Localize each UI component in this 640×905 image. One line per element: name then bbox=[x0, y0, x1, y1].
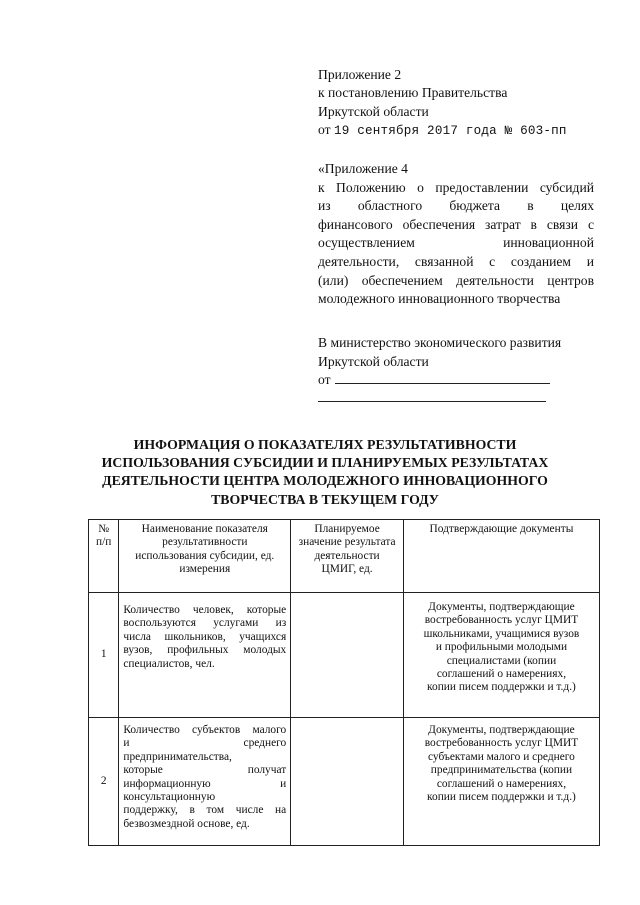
appendix-region: Иркутской области bbox=[318, 103, 429, 119]
row-docs-line: школьниками, учащимися вузов bbox=[423, 627, 580, 640]
header-plan bbox=[291, 520, 404, 593]
row-docs-line: востребованность услуг ЦМИТ bbox=[424, 614, 579, 627]
appendix-date-prefix: от bbox=[318, 122, 331, 138]
row-name-line: Количество человек, которые bbox=[123, 604, 287, 616]
row-name-line: и среднего bbox=[123, 737, 287, 750]
row-docs-line: востребованность услуг ЦМИТ bbox=[424, 737, 579, 750]
header-name-line: Наименование показателя bbox=[141, 523, 268, 535]
row-name-line: которые получат bbox=[123, 764, 287, 777]
row-name-line: вузов, профильных молодых bbox=[123, 644, 287, 657]
row-docs-line: Документы, подтверждающие bbox=[428, 724, 575, 736]
appendix4-line: молодежного инновационного творчества bbox=[318, 291, 561, 307]
header-name-line: использования субсидии, ед. bbox=[135, 549, 275, 562]
row-name-line: консультационную bbox=[123, 791, 216, 804]
appendix4-block bbox=[318, 160, 594, 309]
document-heading bbox=[60, 436, 590, 509]
row-name-line: предпринимательства, bbox=[123, 750, 232, 763]
row-docs-line: соглашений о намерениях, bbox=[436, 777, 567, 790]
header-name bbox=[119, 520, 291, 593]
row-plan bbox=[291, 718, 404, 846]
recipient-ministry: В министерство экономического развития bbox=[318, 335, 562, 350]
row-name bbox=[119, 593, 291, 718]
header-name-line: измерения bbox=[179, 563, 231, 576]
row-name-line: воспользуются услугами из bbox=[123, 617, 287, 630]
appendix-date bbox=[318, 121, 594, 140]
appendix-title: Приложение 2 bbox=[318, 67, 402, 82]
recipient-from-label: от bbox=[318, 372, 331, 388]
row-plan bbox=[291, 593, 404, 718]
row-docs-line: и профильными молодыми bbox=[435, 641, 568, 654]
row-name bbox=[119, 718, 291, 846]
row-docs-line: специалистами (копии bbox=[446, 654, 557, 667]
row-docs-line: предпринимательства (копии bbox=[430, 764, 573, 777]
table-row bbox=[89, 593, 600, 718]
table-row bbox=[89, 718, 600, 846]
indicators-table bbox=[88, 519, 600, 846]
header-num-line: п/п bbox=[96, 536, 112, 549]
row-docs-line: соглашений о намерениях, bbox=[436, 668, 567, 681]
header-plan-line: значение результата bbox=[298, 536, 396, 549]
heading-line: ИНФОРМАЦИЯ О ПОКАЗАТЕЛЯХ РЕЗУЛЬТАТИВНОСТИ bbox=[133, 437, 517, 452]
appendix4-line: осуществлением инновационной bbox=[318, 235, 594, 251]
row-name-line: информационную и bbox=[123, 777, 287, 790]
recipient-region: Иркутской области bbox=[318, 353, 429, 369]
row-docs-line: копии писем поддержки и т.д.) bbox=[427, 791, 576, 804]
appendix-date-value: 19 сентября 2017 года № 603-пп bbox=[333, 124, 567, 139]
row-docs-line: Документы, подтверждающие bbox=[428, 601, 575, 613]
header-name-line: результативности bbox=[162, 536, 248, 549]
row-docs-line: субъектами малого и среднего bbox=[428, 750, 575, 763]
header-num-line: № bbox=[98, 523, 110, 535]
row-name-line: числа школьников, учащихся bbox=[123, 630, 287, 643]
appendix-header bbox=[318, 66, 594, 141]
appendix4-line: из областного бюджета в целях bbox=[318, 198, 594, 214]
row-num: 2 bbox=[89, 718, 119, 846]
row-name-line: специалистов, чел. bbox=[123, 657, 215, 670]
appendix4-line: «Приложение 4 bbox=[318, 161, 408, 176]
row-docs-line: копии писем поддержки и т.д.) bbox=[427, 681, 576, 694]
appendix4-line: финансового обеспечения затрат в связи с bbox=[318, 216, 594, 232]
heading-line: ИСПОЛЬЗОВАНИЯ СУБСИДИИ И ПЛАНИРУЕМЫХ РЕЗУЛЬТАТАХ bbox=[101, 455, 549, 471]
appendix4-line: деятельности, связанной с созданием и bbox=[318, 253, 594, 269]
recipient-block bbox=[318, 334, 594, 390]
row-name-line: безвозмездной основе, ед. bbox=[123, 817, 250, 830]
header-docs bbox=[403, 520, 599, 593]
recipient-from bbox=[318, 371, 594, 390]
row-docs bbox=[403, 718, 599, 846]
appendix4-line: к Положению о предоставлении субсидий bbox=[318, 179, 594, 195]
row-name-line: Количество субъектов малого bbox=[123, 724, 287, 736]
header-num bbox=[89, 520, 119, 593]
header-plan-line: деятельности bbox=[314, 549, 380, 562]
header-plan-line: ЦМИГ, ед. bbox=[321, 563, 373, 576]
row-docs bbox=[403, 593, 599, 718]
appendix-resolution: к постановлению Правительства bbox=[318, 85, 508, 101]
heading-line: ДЕЯТЕЛЬНОСТИ ЦЕНТРА МОЛОДЕЖНОГО ИННОВАЦИОННОГО bbox=[102, 473, 548, 489]
row-num: 1 bbox=[89, 593, 119, 718]
header-docs-line: Подтверждающие документы bbox=[429, 523, 574, 535]
heading-line: ТВОРЧЕСТВА В ТЕКУЩЕМ ГОДУ bbox=[211, 491, 439, 507]
row-name-line: поддержку, в том числе на bbox=[123, 804, 287, 817]
table-header-row bbox=[89, 520, 600, 593]
appendix4-line: (или) обеспечением деятельности центров bbox=[318, 272, 594, 288]
from-blank-line bbox=[335, 371, 550, 384]
second-blank-line bbox=[318, 401, 546, 402]
header-plan-line: Планируемое bbox=[314, 523, 380, 535]
